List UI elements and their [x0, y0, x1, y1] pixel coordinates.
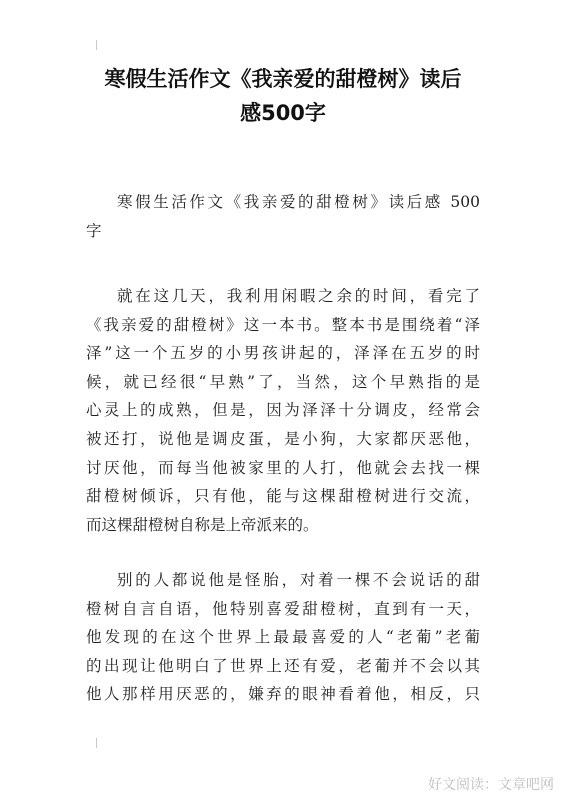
title-line: 寒假生活作文《我亲爱的甜橙树》读后	[104, 67, 462, 91]
paragraph-line: 心灵上的成熟，但是，因为泽泽十分调皮，经常会	[86, 401, 480, 420]
paragraph-line: 橙树自言自语，他特别喜爱甜橙树，直到有一天，	[86, 599, 480, 618]
paragraph-line: 他发现的在这个世界上最最喜爱的人“老葡”老葡	[86, 628, 480, 647]
page-corner-mark-bottom	[96, 738, 97, 748]
paragraph-line: 的出现让他明白了世界上还有爱，老葡并不会以其	[86, 656, 480, 675]
paragraph-line: 被还打，说他是调皮蛋，是小狗，大家都厌恶他，	[86, 429, 480, 448]
page-corner-mark-top	[96, 40, 97, 50]
paragraph-line: 他人那样用厌恶的，嫌弃的眼神看着他，相反，只	[86, 685, 480, 704]
paragraph-2	[86, 566, 480, 709]
paragraph-line: 而这棵甜橙树自称是上帝派来的。	[86, 515, 319, 534]
paragraph-1	[86, 282, 480, 539]
paragraph-line: 别的人都说他是怪胎，对着一棵不会说话的甜	[117, 571, 480, 589]
document-title	[70, 62, 496, 130]
paragraph-line: 就在这几天，我利用闲暇之余的时间，看完了	[117, 287, 480, 305]
document-subtitle	[86, 188, 480, 245]
paragraph-line: 《我亲爱的甜橙树》这一本书。整本书是围绕着“泽	[86, 315, 480, 334]
paragraph-line: 泽”这一个五岁的小男孩讲起的，泽泽在五岁的时	[86, 344, 480, 363]
subtitle-line: 寒假生活作文《我亲爱的甜橙树》读后感 500	[117, 193, 480, 211]
paragraph-line: 候，就已经很“早熟”了，当然，这个早熟指的是	[86, 372, 480, 391]
title-line: 感500字	[240, 101, 326, 125]
paragraph-line: 讨厌他，而每当他被家里的人打，他就会去找一棵	[86, 458, 480, 477]
site-watermark: 好文阅读：文章吧网	[428, 777, 554, 793]
subtitle-line: 字	[86, 221, 102, 240]
paragraph-line: 甜橙树倾诉，只有他，能与这棵甜橙树进行交流，	[86, 487, 480, 506]
